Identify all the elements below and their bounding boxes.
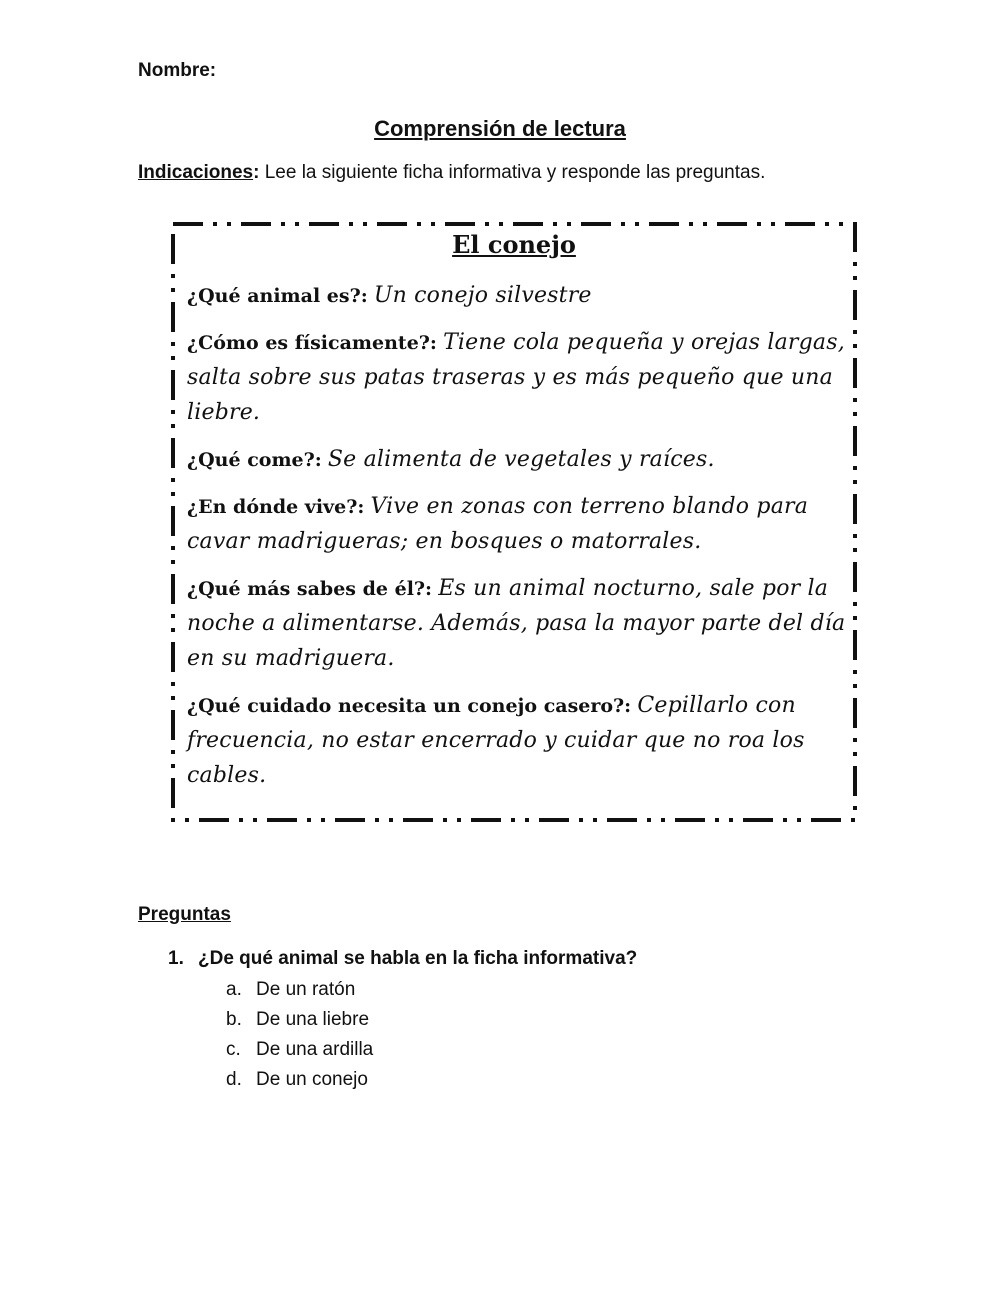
option-letter: d. [226, 1069, 242, 1090]
field-answer: Cepillarlo con frecuencia, no estar encerrado y cuidar que no roa los cables. [187, 693, 805, 788]
option-letter: b. [226, 1009, 242, 1030]
option-letter: a. [226, 979, 242, 1000]
option-a[interactable] [226, 978, 373, 1008]
field-answer: Un conejo silvestre [373, 283, 592, 308]
question-number: 1. [168, 948, 184, 969]
field-question: ¿Qué come?: [187, 449, 322, 471]
card-title [171, 230, 857, 259]
card-title-text: El conejo [452, 230, 576, 259]
preguntas-heading: Preguntas [138, 904, 231, 925]
info-card [171, 222, 857, 822]
option-d[interactable] [226, 1068, 373, 1098]
field-cuidado [187, 688, 849, 793]
field-answer: Vive en zonas con terreno blando para cavar madrigueras; en bosques o matorrales. [187, 494, 809, 554]
field-answer: Se alimenta de vegetales y raíces. [327, 447, 715, 472]
instructions-text: Lee la siguiente ficha informativa y responde las preguntas. [259, 162, 766, 183]
field-question: ¿Qué cuidado necesita un conejo casero?: [187, 695, 632, 717]
page-title [0, 116, 1000, 142]
field-question: ¿Qué más sabes de él?: [187, 578, 433, 600]
instructions: Indicaciones: Lee la siguiente ficha informativa y responde las preguntas. [138, 162, 766, 183]
option-text: De un conejo [256, 1069, 368, 1090]
option-letter: c. [226, 1039, 241, 1060]
option-b[interactable] [226, 1008, 373, 1038]
question-text: ¿De qué animal se habla en la ficha informativa? [198, 948, 638, 969]
field-fisico [187, 325, 849, 430]
option-text: De un ratón [256, 979, 356, 1000]
card-fields [187, 278, 849, 805]
field-question: ¿Cómo es físicamente?: [187, 332, 437, 354]
instructions-label: Indicaciones [138, 162, 254, 183]
nombre-label: Nombre: [138, 60, 217, 81]
field-question: ¿En dónde vive?: [187, 496, 365, 518]
option-text: De una ardilla [256, 1039, 374, 1060]
field-answer: Es un animal nocturno, sale por la noche a alimentarse. Además, pasa la mayor parte del día en su madriguera. [187, 576, 846, 671]
field-answer: Tiene cola pequeña y orejas largas, salta sobre sus patas traseras y es más pequeño que una liebre. [187, 330, 845, 425]
field-come [187, 442, 849, 477]
field-mas [187, 571, 849, 676]
option-text: De una liebre [256, 1009, 370, 1030]
field-animal [187, 278, 849, 313]
field-question: ¿Qué animal es?: [187, 285, 368, 307]
page-title-text: Comprensión de lectura [374, 116, 626, 141]
option-c[interactable] [226, 1038, 373, 1068]
answer-options [226, 978, 373, 1098]
field-vive [187, 489, 849, 559]
question-1 [168, 948, 637, 970]
